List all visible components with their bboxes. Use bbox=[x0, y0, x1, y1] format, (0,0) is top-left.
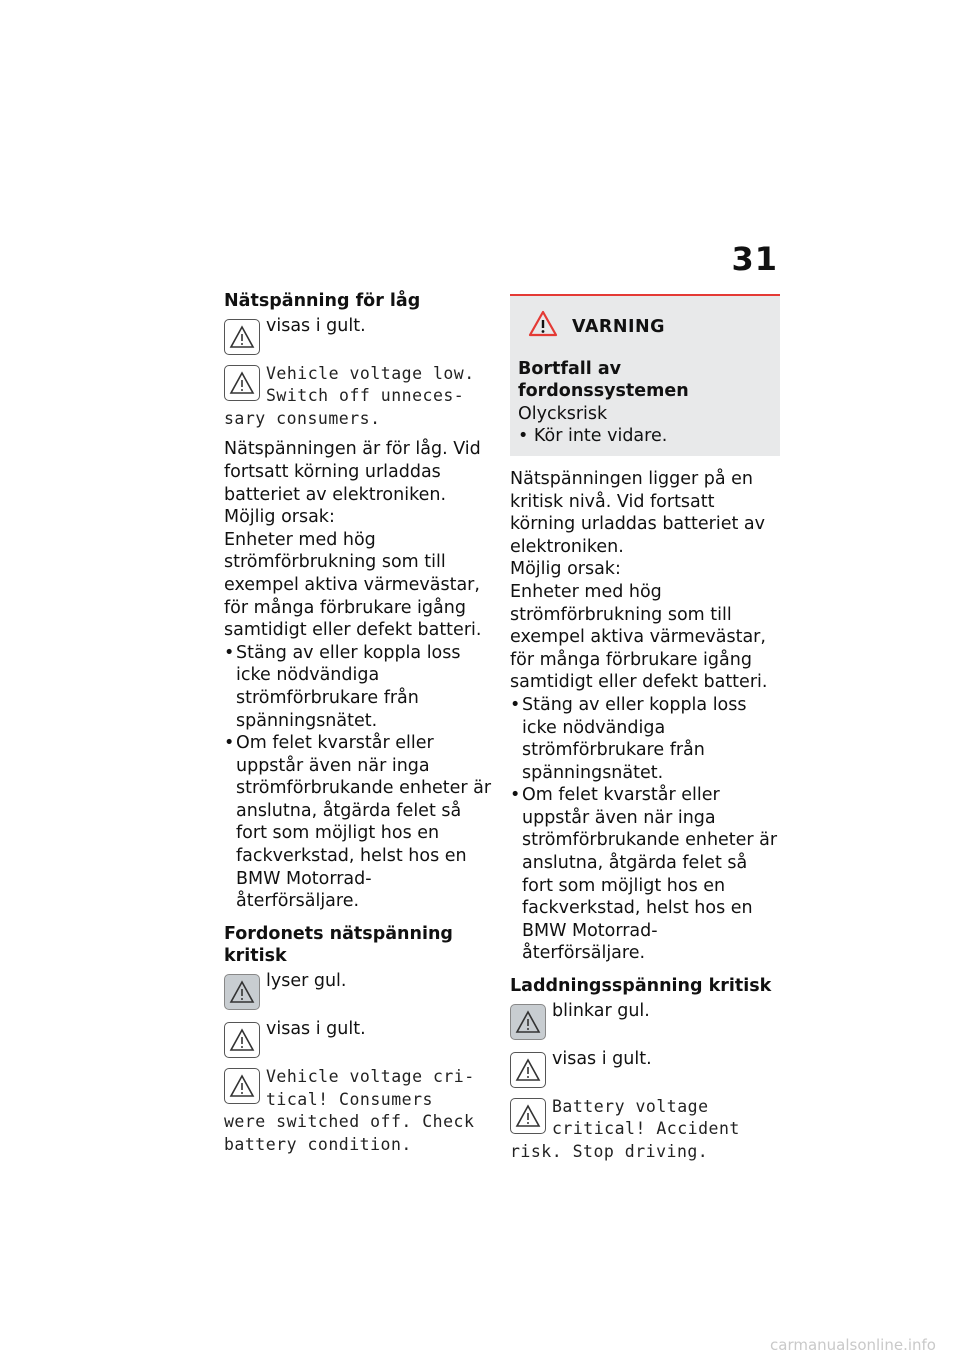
indicator-line bbox=[510, 1000, 780, 1040]
section-heading-low-voltage: Nätspänning för låg bbox=[224, 291, 421, 311]
warning-triangle-icon bbox=[224, 365, 260, 401]
warning-triangle-icon bbox=[224, 1068, 260, 1104]
message-line: battery condition. bbox=[224, 1134, 412, 1154]
warning-triangle-icon bbox=[510, 1004, 546, 1040]
right-column bbox=[510, 290, 780, 1171]
warning-triangle-icon bbox=[224, 319, 260, 355]
indicator-line bbox=[224, 970, 492, 1010]
warning-risk: Olycksrisk bbox=[518, 403, 608, 424]
cause-text: Enheter med hög strömförbrukning som till exempel aktiva värmevästar, för många förbrukare igång samtidigt eller defekt batteri. bbox=[510, 581, 768, 693]
warning-header bbox=[528, 310, 772, 344]
section-heading-charging-voltage: Laddningsspänning kritisk bbox=[510, 976, 772, 997]
warning-triangle-icon bbox=[224, 974, 260, 1010]
display-message bbox=[224, 1066, 492, 1156]
cause-label: Möjlig orsak: bbox=[224, 507, 335, 528]
message-line: Switch off unneces- bbox=[266, 386, 465, 406]
cause-label: Möjlig orsak: bbox=[510, 559, 621, 580]
section-heading-critical-voltage: Fordonets nätspänning kritisk bbox=[224, 923, 453, 967]
message-line: Vehicle voltage cri- bbox=[266, 1067, 475, 1087]
message-line: sary consumers. bbox=[224, 408, 381, 428]
warning-triangle-icon bbox=[510, 1052, 546, 1088]
warning-box bbox=[510, 294, 780, 456]
warning-triangle-icon bbox=[224, 1022, 260, 1058]
indicator-line bbox=[510, 1048, 780, 1088]
indicator-text: blinkar gul. bbox=[552, 1000, 650, 1021]
display-message bbox=[510, 1096, 780, 1164]
page-number: 31 bbox=[731, 240, 778, 278]
indicator-text: visas i gult. bbox=[266, 315, 366, 336]
footer-watermark: carmanualsonline.info bbox=[770, 1336, 936, 1354]
body-text: Nätspänningen ligger på en kritisk nivå. Vid fortsatt körning urladdas batteriet av elektroniken. bbox=[510, 468, 765, 557]
list-item: • Om felet kvarstår eller uppstår även när inga strömförbrukande enheter är anslutna, åtgärda felet så fort som möjligt hos en fackverkstad, helst hos en BMW Motorrad-återförsäljare. bbox=[224, 732, 492, 913]
message-line: Battery voltage bbox=[552, 1096, 709, 1116]
warning-triangle-icon bbox=[510, 1098, 546, 1134]
message-line: tical! Consumers bbox=[266, 1089, 433, 1109]
indicator-text: visas i gult. bbox=[266, 1019, 366, 1040]
warning-subtitle: Bortfall av fordonssystemen bbox=[518, 358, 689, 402]
cause-text: Enheter med hög strömförbrukning som till exempel aktiva värmevästar, för många förbrukare igång samtidigt eller defekt batteri. bbox=[224, 529, 482, 641]
list-item: • Stäng av eller koppla loss icke nödvändiga strömförbrukare från spänningsnätet. bbox=[224, 642, 492, 732]
action-list bbox=[224, 642, 492, 913]
indicator-line bbox=[224, 1018, 492, 1058]
list-item: • Stäng av eller koppla loss icke nödvändiga strömförbrukare från spänningsnätet. bbox=[510, 694, 780, 784]
action-list bbox=[510, 694, 780, 965]
warning-icon bbox=[528, 310, 558, 344]
body-text: Nätspänningen är för låg. Vid fortsatt körning urladdas batteriet av elektroniken. bbox=[224, 439, 481, 505]
warning-title: VARNING bbox=[572, 316, 666, 337]
display-message bbox=[224, 363, 492, 431]
warning-action: • Kör inte vidare. bbox=[518, 426, 668, 447]
indicator-line bbox=[224, 315, 492, 355]
message-line: Vehicle voltage low. bbox=[266, 363, 475, 383]
message-line: critical! Accident bbox=[552, 1119, 740, 1139]
left-column bbox=[224, 290, 492, 1164]
indicator-text: lyser gul. bbox=[266, 971, 347, 992]
list-item: • Om felet kvarstår eller uppstår även när inga strömförbrukande enheter är anslutna, åtgärda felet så fort som möjligt hos en fackverkstad, helst hos en BMW Motorrad-återförsäljare. bbox=[510, 784, 780, 965]
message-line: were switched off. Check bbox=[224, 1112, 475, 1132]
message-line: risk. Stop driving. bbox=[510, 1141, 709, 1161]
indicator-text: visas i gult. bbox=[552, 1048, 652, 1069]
